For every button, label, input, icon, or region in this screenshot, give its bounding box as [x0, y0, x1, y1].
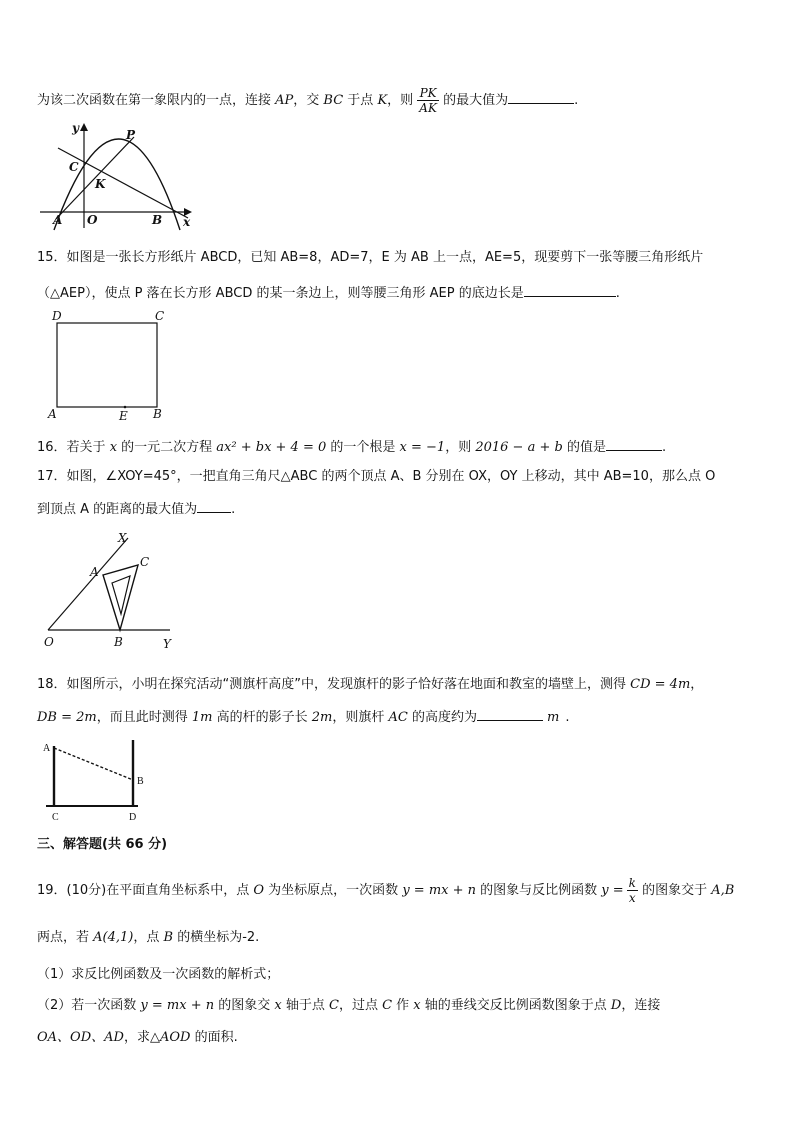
q14-text: ，交	[293, 93, 324, 108]
q19-text: 的面积.	[190, 1030, 238, 1045]
q19-text: 轴于点	[281, 998, 329, 1013]
q19-line4	[37, 1028, 238, 1048]
q14-text: 于点	[343, 93, 378, 108]
q18-two-m: 2m	[311, 710, 333, 725]
fig17-label-x: X	[118, 531, 127, 545]
q15-answer-blank[interactable]	[524, 282, 616, 297]
fig14-label-a: A	[53, 213, 63, 227]
fig15-label-c: C	[155, 309, 165, 323]
fig17-label-c: C	[140, 555, 150, 569]
q18-cd: CD = 4m	[630, 677, 691, 692]
q14-answer-blank[interactable]	[508, 89, 574, 104]
q16-text: 的一元二次方程	[117, 440, 217, 455]
figure-flagpole	[40, 738, 150, 824]
q16-text: 的值是	[562, 440, 606, 455]
q14-text: 的最大值为	[438, 93, 509, 108]
q19-text: 作	[392, 998, 414, 1013]
q16-root: x = −1	[399, 440, 446, 455]
q14-frac-num: PK	[417, 86, 439, 101]
q19-text: ，过点	[338, 998, 383, 1013]
q19-text: 两点，若	[37, 930, 94, 945]
q19-text: ，点	[133, 930, 164, 945]
figure-triangle-ruler	[40, 530, 185, 656]
q19-segments: OA、OD、AD	[37, 1030, 124, 1045]
q19-text: 19．(10分)在平面直角坐标系中，点	[37, 883, 254, 898]
q17-text: 到顶点 A 的距离的最大值为	[37, 502, 198, 517]
fig15-label-a: A	[48, 407, 57, 421]
fig14-label-p: P	[126, 128, 136, 142]
q19-text: ，连接	[621, 998, 661, 1013]
q18-db: DB = 2m	[37, 710, 97, 725]
q17-line2	[37, 498, 235, 520]
q14-bc: BC	[323, 93, 344, 108]
fig14-label-b: B	[152, 213, 163, 227]
section-three-heading: 三、解答题(共 66 分)	[37, 837, 168, 852]
q14-tail-line	[37, 86, 578, 115]
q16-x: x	[109, 440, 118, 455]
fig14-label-x: x	[183, 215, 191, 229]
fig15-label-d: D	[52, 309, 62, 323]
q18-end: .	[565, 710, 570, 725]
q14-frac-den: AK	[419, 101, 437, 115]
q16-expression: 2016 − a + b	[475, 440, 563, 455]
q19-line1	[37, 876, 734, 905]
q19-text: （2）若一次函数	[37, 998, 141, 1013]
q15-end: .	[615, 286, 620, 301]
q14-ap: AP	[275, 93, 294, 108]
q18-answer-blank[interactable]	[477, 706, 543, 721]
fig15-label-e: E	[119, 409, 128, 423]
fig14-label-o: O	[87, 213, 98, 227]
fig18-label-c: C	[52, 812, 59, 823]
q19-text: 的图象交于	[637, 883, 712, 898]
q14-text: ，则	[387, 93, 418, 108]
q14-end: .	[574, 93, 579, 108]
q19-text: 为坐标原点，一次函数	[264, 883, 403, 898]
q19-frac-den: x	[628, 891, 636, 905]
q16-line	[37, 436, 666, 458]
q19-x: x	[274, 998, 282, 1013]
q19-c2: C	[382, 998, 393, 1013]
q18-text: 的高度约为	[407, 710, 477, 725]
q19-line2	[37, 928, 259, 948]
q18-unit: m	[546, 710, 560, 725]
q17-end: .	[231, 502, 236, 517]
q18-line1	[37, 675, 703, 695]
q19-text: 的图象与反比例函数	[476, 883, 602, 898]
fig14-label-c: C	[69, 160, 79, 174]
fig18-label-b: B	[137, 776, 144, 787]
q16-text: 的一个根是	[326, 440, 400, 455]
q18-text: ，	[690, 677, 704, 692]
q19-text: 轴的垂线交反比例函数图象于点	[420, 998, 611, 1013]
fig17-label-y: Y	[163, 637, 171, 651]
q18-text: ，而且此时测得	[96, 710, 192, 725]
q19-c: C	[328, 998, 339, 1013]
q19-part2	[37, 996, 660, 1016]
q19-o: O	[253, 883, 265, 898]
fig18-label-d: D	[129, 812, 137, 823]
q19-frac-num: k	[628, 876, 636, 890]
fig15-label-b: B	[153, 407, 162, 421]
q19-b: B	[163, 930, 174, 945]
q19-triangle: △AOD	[149, 1030, 191, 1045]
fig17-label-a: A	[90, 565, 99, 579]
q14-k: K	[377, 93, 388, 108]
q14-fraction	[417, 86, 439, 115]
q19-y-eq: y =	[601, 883, 624, 898]
q19-d: D	[610, 998, 622, 1013]
q19-part1: （1）求反比例函数及一次函数的解析式；	[37, 967, 280, 982]
q16-end: .	[661, 440, 667, 455]
q15-line2	[37, 282, 620, 304]
q19-fraction	[627, 876, 638, 905]
q19-ab: A,B	[711, 883, 735, 898]
q16-equation: ax² + bx + 4 = 0	[216, 440, 327, 455]
q19-text: 的横坐标为-2.	[173, 930, 260, 945]
q19-x2: x	[413, 998, 421, 1013]
q18-one-m: 1m	[191, 710, 213, 725]
q14-text: 为该二次函数在第一象限内的一点，连接	[37, 93, 276, 108]
q16-text: 16．若关于	[37, 440, 110, 455]
fig18-label-a: A	[43, 743, 51, 754]
q16-answer-blank[interactable]	[606, 436, 662, 451]
figure-rectangle	[48, 308, 178, 424]
q15-text: （△AEP），使点 P 落在长方形 ABCD 的某一条边上，则等腰三角形 AEP 的底边长是	[37, 286, 524, 301]
q19-point-a: A(4,1)	[93, 930, 134, 945]
q18-text: 18．如图所示，小明在探究活动“测旗杆高度”中，发现旗杆的影子恰好落在地面和教室的墙壁上，测得	[37, 677, 631, 692]
q18-ac: AC	[388, 710, 408, 725]
q17-answer-blank[interactable]	[197, 498, 231, 513]
q18-line2	[37, 706, 569, 728]
q17-line1: 17．如图，∠XOY=45°，一把直角三角尺△ABC 的两个顶点 A、B 分别在 OX，OY 上移动，其中 AB=10，那么点 O	[37, 469, 716, 484]
fig17-label-o: O	[44, 635, 54, 649]
fig17-label-b: B	[114, 635, 123, 649]
q18-text: ，则旗杆	[332, 710, 389, 725]
q16-text: ，则	[445, 440, 476, 455]
figure-parabola	[40, 118, 200, 230]
fig14-label-y: y	[72, 121, 79, 135]
fig14-label-k: K	[95, 177, 106, 191]
q19-text: ，求	[123, 1030, 150, 1045]
q19-linear: y = mx + n	[402, 883, 477, 898]
q15-line1: 15．如图是一张长方形纸片 ABCD，已知 AB=8，AD=7，E 为 AB 上一点，AE=5，现要剪下一张等腰三角形纸片	[37, 250, 704, 265]
q19-text: 的图象交	[214, 998, 275, 1013]
q19-linear2: y = mx + n	[140, 998, 215, 1013]
q18-text: 高的杆的影子长	[212, 710, 312, 725]
